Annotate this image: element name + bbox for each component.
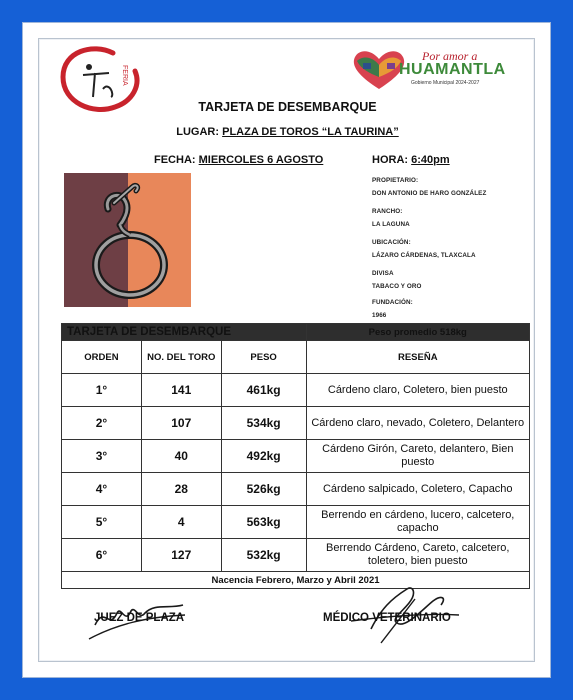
huamantla-name: HUAMANTLA	[399, 61, 506, 78]
peso-cell: 526kg	[221, 473, 306, 506]
divisa-value: TABACO Y ORO	[372, 283, 422, 290]
fecha-line	[154, 154, 323, 166]
ubicacion-label: UBICACIÓN:	[372, 239, 411, 246]
fecha-label: FECHA:	[154, 154, 196, 166]
resena-cell: Berrendo en cárdeno, lucero, calcetero, capacho	[306, 506, 529, 539]
fecha-value: MIERCOLES 6 AGOSTO	[198, 154, 324, 166]
toro-cell: 107	[141, 407, 221, 440]
table-row	[62, 407, 530, 440]
resena-cell: Cárdeno Girón, Careto, delantero, Bien puesto	[306, 440, 529, 473]
document-sheet	[38, 38, 535, 662]
desembarque-table	[61, 323, 530, 589]
peso-cell: 532kg	[221, 539, 306, 572]
table-header-row	[62, 341, 530, 374]
lugar-value: PLAZA DE TOROS “LA TAURINA”	[222, 126, 399, 138]
toro-cell: 4	[141, 506, 221, 539]
toro-cell: 28	[141, 473, 221, 506]
table-title-bar	[62, 324, 530, 341]
fundacion-value: 1966	[372, 312, 387, 319]
peso-cell: 492kg	[221, 440, 306, 473]
orden-cell: 4°	[62, 473, 142, 506]
medico-label: MÉDICO VETERINARIO	[323, 612, 451, 624]
orden-cell: 6°	[62, 539, 142, 572]
rancho-label: RANCHO:	[372, 208, 403, 215]
nacencia-text: Nacencia Febrero, Marzo y Abril 2021	[62, 572, 530, 589]
toro-cell: 141	[141, 374, 221, 407]
resena-cell: Cárdeno salpicado, Coletero, Capacho	[306, 473, 529, 506]
peso-cell: 461kg	[221, 374, 306, 407]
ganaderia-brand-image	[64, 173, 191, 307]
lugar-line	[39, 126, 536, 138]
peso-promedio: Peso promedio 518kg	[306, 324, 529, 341]
juez-label: JUEZ DE PLAZA	[94, 612, 185, 624]
lugar-label: LUGAR:	[176, 126, 220, 138]
fundacion-label: FUNDACIÓN:	[372, 299, 413, 306]
hora-label: HORA:	[372, 154, 409, 166]
resena-cell: Berrendo Cárdeno, Careto, calcetero, toletero, bien puesto	[306, 539, 529, 572]
orden-cell: 3°	[62, 440, 142, 473]
col-peso: PESO	[221, 341, 306, 374]
resena-cell: Cárdeno claro, nevado, Coletero, Delantero	[306, 407, 529, 440]
table-title: TARJETA DE DESEMBARQUE	[62, 324, 307, 341]
feria-logo-text: FERIA	[121, 65, 128, 86]
table-row	[62, 440, 530, 473]
document-title: TARJETA DE DESEMBARQUE	[198, 100, 377, 114]
peso-cell: 534kg	[221, 407, 306, 440]
toro-cell: 40	[141, 440, 221, 473]
col-toro: NO. DEL TORO	[141, 341, 221, 374]
peso-cell: 563kg	[221, 506, 306, 539]
rancho-value: LA LAGUNA	[372, 221, 410, 228]
orden-cell: 2°	[62, 407, 142, 440]
propietario-value: DON ANTONIO DE HARO GONZÁLEZ	[372, 190, 487, 197]
divisa-label: DIVISA	[372, 270, 394, 277]
table-row	[62, 506, 530, 539]
hora-value: 6:40pm	[411, 154, 450, 166]
hora-line	[372, 154, 450, 166]
huamantla-tagline: Por amor a	[422, 49, 478, 63]
ubicacion-value: LÁZARO CÁRDENAS, TLAXCALA	[372, 252, 476, 259]
col-resena: RESEÑA	[306, 341, 529, 374]
table-row	[62, 374, 530, 407]
orden-cell: 1°	[62, 374, 142, 407]
table-row	[62, 539, 530, 572]
toro-cell: 127	[141, 539, 221, 572]
propietario-label: PROPIETARIO:	[372, 177, 419, 184]
huamantla-government: Gobierno Municipal 2024-2027	[411, 80, 480, 86]
orden-cell: 5°	[62, 506, 142, 539]
table-row	[62, 473, 530, 506]
resena-cell: Cárdeno claro, Coletero, bien puesto	[306, 374, 529, 407]
col-orden: ORDEN	[62, 341, 142, 374]
